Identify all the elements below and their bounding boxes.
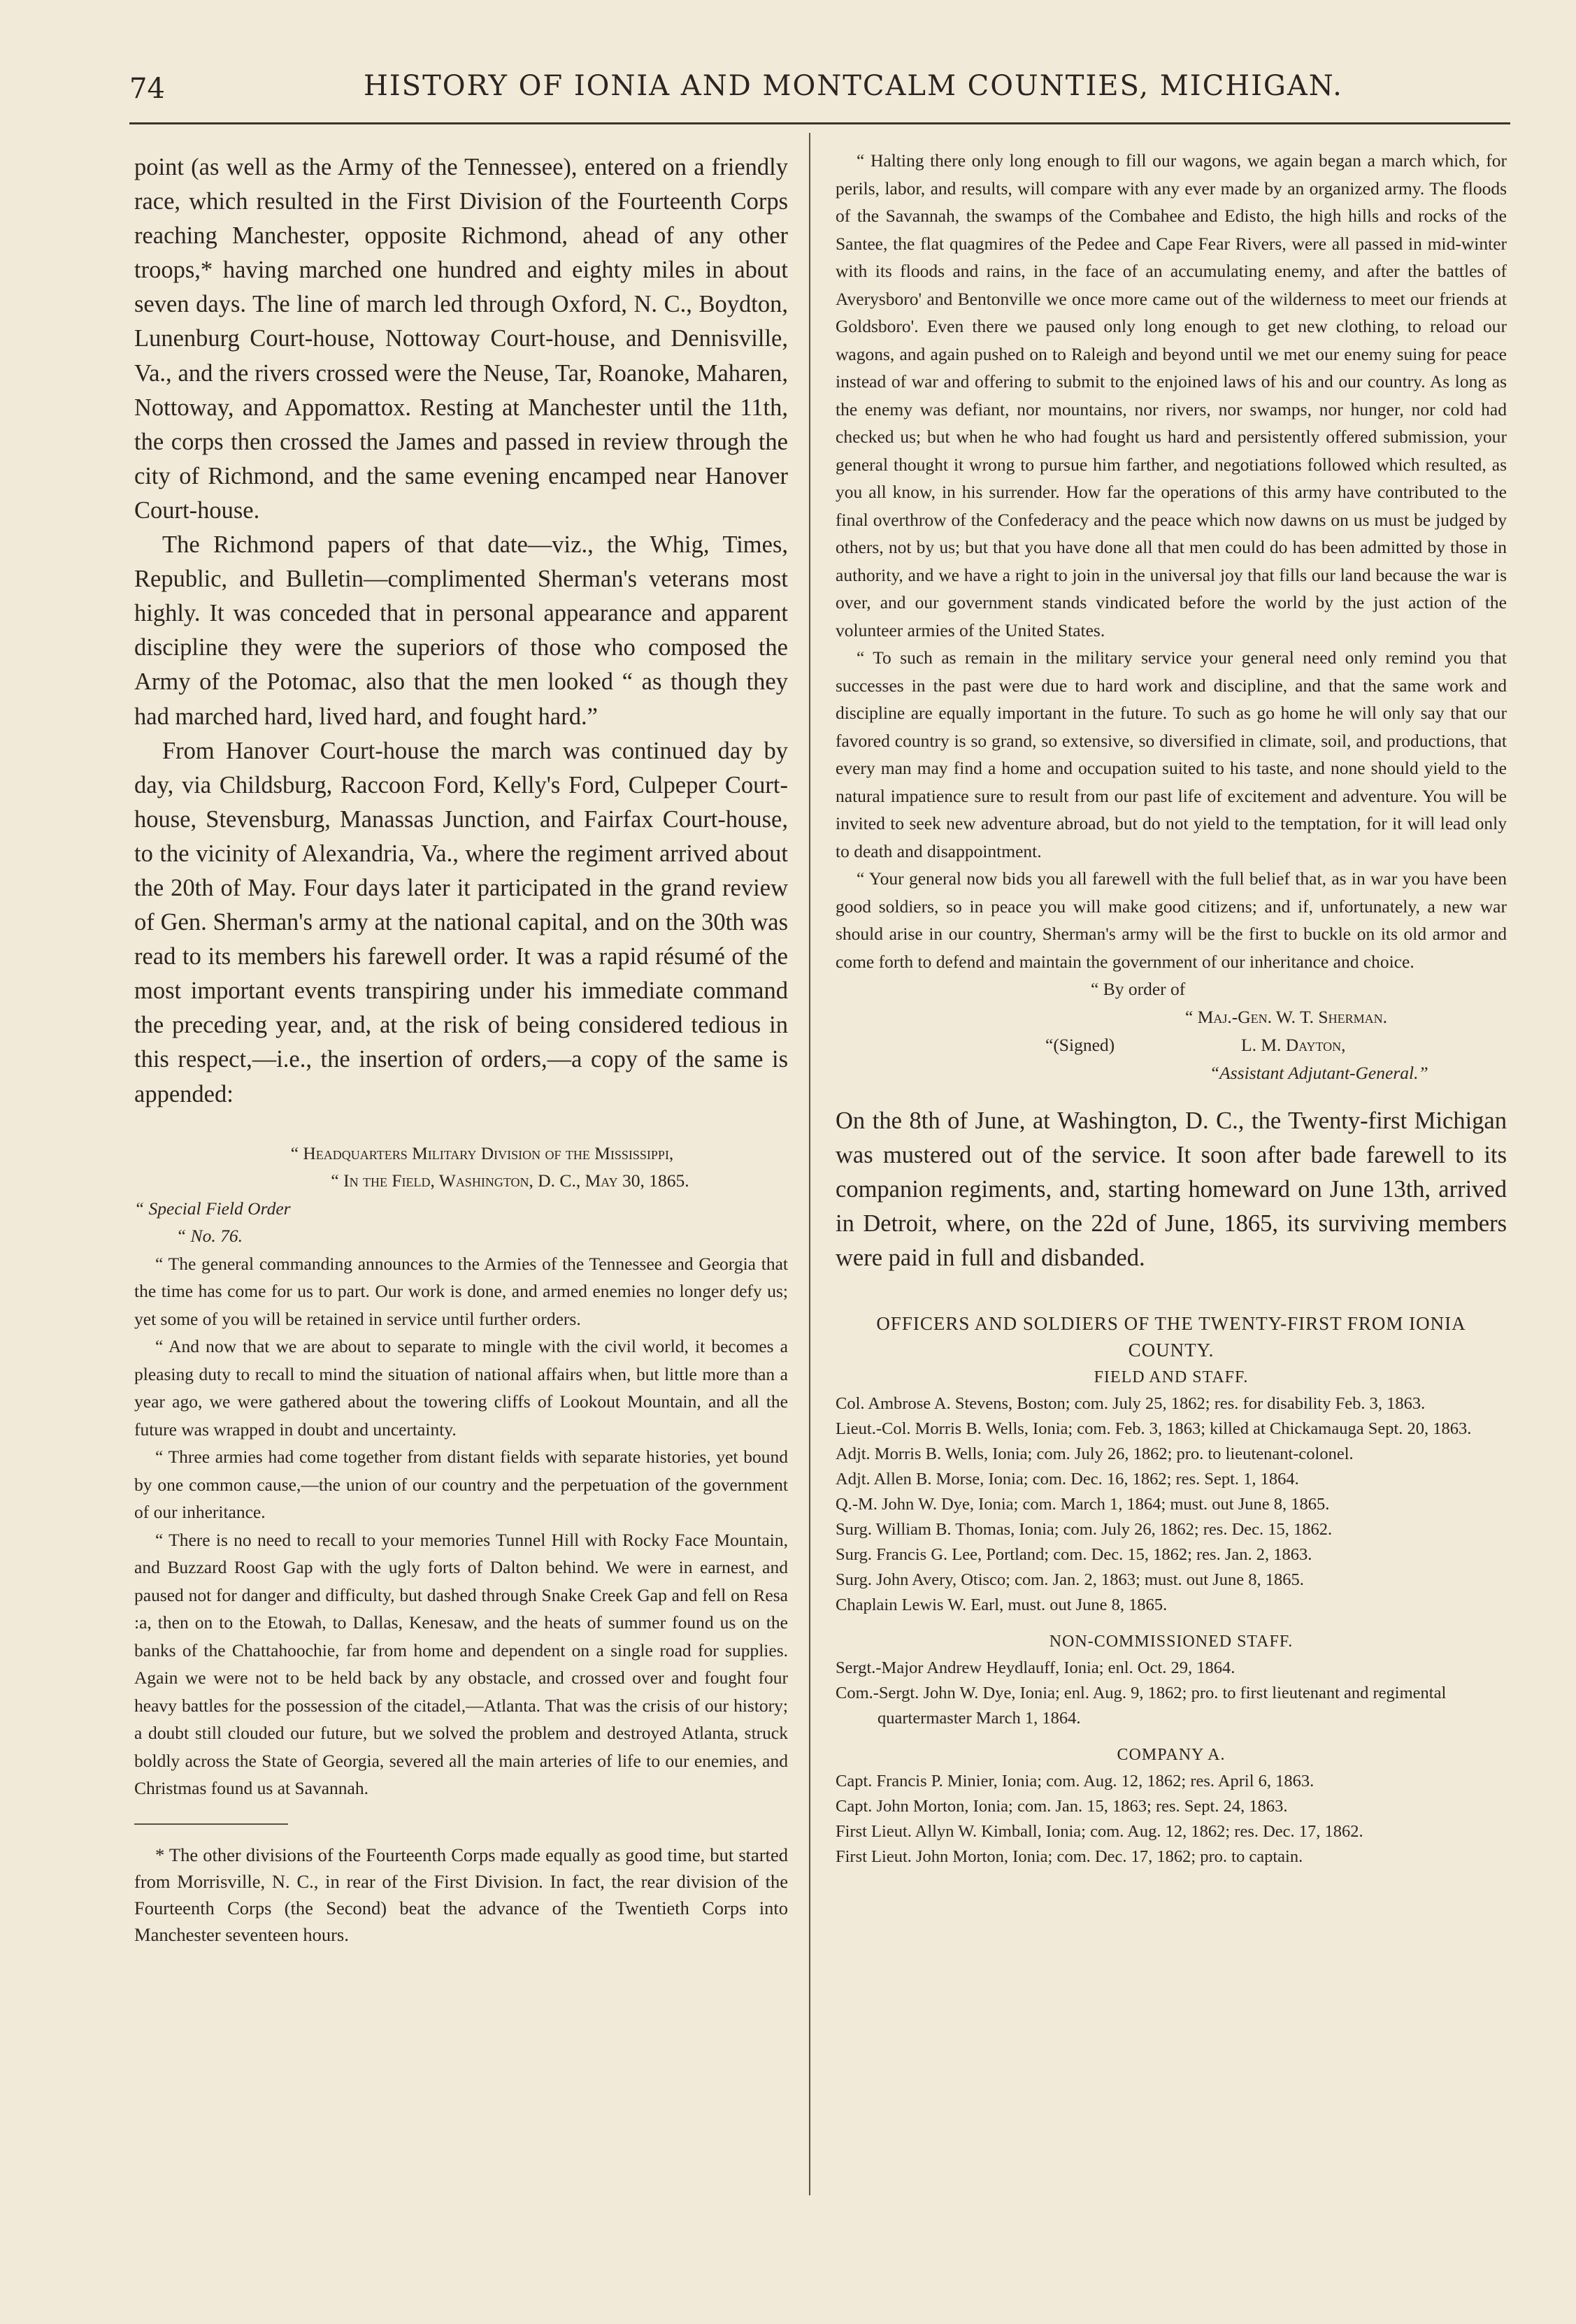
order-text-continued	[836, 147, 1507, 975]
footnote-rule	[134, 1823, 288, 1825]
footnote-text: * The other divisions of the Fourteenth Corps made equally as good time, but started from Morrisville, N. C., in rear of the First Division. In fact, the rear division of the Fourteenth Corps (the Second) beat the advance of the Twentieth Corps into Manchester seventeen hours.	[134, 1844, 788, 1945]
company-a-title: COMPANY A.	[1117, 1746, 1226, 1765]
roster-entry: First Lieut. Allyn W. Kimball, Ionia; com. Aug. 12, 1862; res. Dec. 17, 1862.	[836, 1822, 1363, 1842]
field-staff-list	[836, 1391, 1507, 1618]
left-column	[134, 150, 788, 1948]
signature-by-order: “ By order of	[1091, 979, 1186, 999]
paragraph: On the 8th of June, at Washington, D. C., the Twenty-first Michigan was mustered out of the service. It soon after bade farewell to its companion regiments, and, starting homeward on June 13th, arrived in Detroit, where, on the 22d of June, 1865, its surviving members were paid in full and disbanded.	[836, 1107, 1507, 1272]
roster-entry: First Lieut. John Morton, Ionia; com. Dec. 17, 1862; pro. to captain.	[836, 1847, 1303, 1867]
order-heading-line: “ No. 76.	[176, 1226, 243, 1247]
page-number: 74	[129, 73, 165, 105]
company-a-list	[836, 1769, 1507, 1870]
signature-title: “Assistant Adjutant-General.”	[1210, 1063, 1428, 1083]
signature-officer: L. M. Dayton,	[1241, 1035, 1346, 1055]
paragraph: The Richmond papers of that date—viz., the Whig, Times, Republic, and Bulletin—complimented Sherman's veterans most highly. It was conceded that in personal appearance and apparent discipline they were the superiors of those who composed the Army of the Potomac, also that the men looked “ as though they had marched hard, lived hard, and fought hard.”	[134, 531, 788, 730]
roster-entry: Surg. William B. Thomas, Ionia; com. July 26, 1862; res. Dec. 15, 1862.	[836, 1520, 1333, 1540]
order-paragraph: “ To such as remain in the military service your general need only remind you that successes in the past were due to hard work and discipline, and that the same work and discipline are equally important in the future. To such as go home he will only say that our favored country is so grand, so extensive, so diversified in climate, soil, and productions, that every man may find a home and occupation suited to his taste, and none should yield to the natural impatience sure to result from our past life of excitement and adventure. You will be invited to seek new adventure abroad, but do not yield to the temptation, for it will lead only to death and disappointment.	[836, 647, 1507, 861]
order-paragraph: “ And now that we are about to separate to mingle with the civil world, it becomes a pleasing duty to recall to mind the situation of national affairs when, but little more than a year ago, we were gathered about the towering cliffs of Lookout Mountain, and all the future was wrapped in doubt and uncertainty.	[134, 1336, 788, 1440]
signature-signed: “(Signed)	[1045, 1035, 1115, 1055]
order-heading-line: “ In the Field, Washington, D. C., May 30, 1865.	[331, 1170, 689, 1191]
order-heading	[134, 1140, 788, 1250]
muster-out-text	[836, 1104, 1507, 1275]
right-column	[836, 147, 1507, 1874]
roster-entry: Capt. Francis P. Minier, Ionia; com. Aug. 12, 1862; res. April 6, 1863.	[836, 1772, 1314, 1791]
order-paragraph: “ Three armies had come together from distant fields with separate histories, yet bound by one common cause,—the union of our country and the perpetuation of the government of our inheritance.	[134, 1447, 788, 1523]
paragraph: From Hanover Court-house the march was continued day by day, via Childsburg, Raccoon Ford, Kelly's Ford, Culpeper Court-house, Stevensburg, Manassas Junction, and Fairfax Court-house, to the vicinity of Alexandria, Va., where the regiment arrived about the 20th of May. Four days later it participated in the grand review of Gen. Sherman's army at the national capital, and on the 30th was read to its members his farewell order. It was a rapid résumé of the most important events transpiring under his immediate command the preceding year, and, at the risk of being considered tedious in this respect,—i.e., the insertion of orders,—a copy of the same is appended:	[134, 737, 788, 1107]
roster-entry: Col. Ambrose A. Stevens, Boston; com. July 25, 1862; res. for disability Feb. 3, 1863.	[836, 1394, 1426, 1414]
column-divider	[809, 133, 810, 2195]
roster-entry: Sergt.-Major Andrew Heydlauff, Ionia; enl. Oct. 29, 1864.	[836, 1658, 1235, 1678]
narrative-text	[134, 150, 788, 1112]
order-heading-line: “ Headquarters Military Division of the Mississippi,	[290, 1142, 674, 1163]
order-heading-line: “ Special Field Order	[134, 1198, 291, 1219]
footnote	[134, 1842, 788, 1948]
running-title: HISTORY OF IONIA AND MONTCALM COUNTIES, MICHIGAN.	[364, 70, 1343, 102]
roster-entry: Chaplain Lewis W. Earl, must. out June 8, 1865.	[836, 1595, 1168, 1615]
page-header	[129, 70, 1343, 112]
field-staff-title: FIELD AND STAFF.	[1094, 1368, 1249, 1387]
roster-entry: Lieut.-Col. Morris B. Wells, Ionia; com. Feb. 3, 1863; killed at Chickamauga Sept. 20, 1863.	[836, 1419, 1472, 1439]
roster-entry: Surg. Francis G. Lee, Portland; com. Dec. 15, 1862; res. Jan. 2, 1863.	[836, 1545, 1312, 1565]
order-paragraph: “ Halting there only long enough to fill our wagons, we again began a march which, for perils, labor, and results, will compare with any ever made by an organized army. The floods of the Savannah, the swamps of the Combahee and Edisto, the high hills and rocks of the Santee, the flat quagmires of the Pedee and Cape Fear Rivers, were all passed in mid-winter with its floods and rains, in the face of an accumulating enemy, and after the battles of Averysboro' and Bentonville we once more came out of the wilderness to meet our friends at Goldsboro'. Even there we paused only long enough to get new clothing, to reload our wagons, and again pushed on to Raleigh and beyond until we met our enemy suing for peace instead of war and offering to submit to the enjoined laws of his and our country. As long as the enemy was defiant, nor mountains, nor rivers, nor swamps, nor hunger, nor cold had checked us; but when he who had fought us hard and persistently offered submission, your general thought it wrong to pursue him farther, and negotiations followed which resulted, as you all know, in his surrender. How far the operations of this army have contributed to the final overthrow of the Confederacy and the peace which now dawns on us must be judged by others, not by us; but that you have done all that men could do has been admitted by those in authority, and we have a right to join in the universal joy that fills our land because the war is over, and our government stands vindicated before the world by the just action of the volunteer armies of the United States.	[836, 150, 1507, 640]
roster-title: OFFICERS AND SOLDIERS OF THE TWENTY-FIRST FROM IONIA COUNTY.	[876, 1313, 1466, 1361]
paragraph: point (as well as the Army of the Tennessee), entered on a friendly race, which resulted in the First Division of the Fourteenth Corps reaching Manchester, opposite Richmond, ahead of any other troops,* having marched one hundred and eighty miles in about seven days. The line of march led through Oxford, N. C., Boydton, Lunenburg Court-house, Nottoway Court-house, and Dennisville, Va., and the rivers crossed were the Neuse, Tar, Roanoke, Maharen, Nottoway, and Appomattox. Resting at Manchester until the 11th, the corps then crossed the James and passed in review through the city of Richmond, and the same evening encamped near Hanover Court-house.	[134, 154, 788, 524]
order-paragraph: “ There is no need to recall to your memories Tunnel Hill with Rocky Face Mountain, and Buzzard Roost Gap with the ugly forts of Dalton behind. We were in earnest, and paused not for danger and difficulty, but dashed through Snake Creek Gap and fell on Resa :a, then on to the Etowah, to Dallas, Kenesaw, and the heats of summer found us on the banks of the Chattahoochie, far from home and dependent on a single road for supplies. Again we were not to be held back by any obstacle, and crossed over and fought four heavy battles for the possession of the citadel,—Atlanta. That was the crisis of our history; a doubt still clouded our future, but we solved the problem and destroyed Atlanta, struck boldly across the State of Georgia, severed all the main arteries of life to our enemies, and Christmas found us at Savannah.	[134, 1529, 788, 1799]
roster-entry: Q.-M. John W. Dye, Ionia; com. March 1, 1864; must. out June 8, 1865.	[836, 1495, 1330, 1514]
roster-entry: Surg. John Avery, Otisco; com. Jan. 2, 1863; must. out June 8, 1865.	[836, 1570, 1304, 1590]
roster-entry: Com.-Sergt. John W. Dye, Ionia; enl. Aug. 9, 1862; pro. to first lieutenant and regimental quartermaster March 1, 1864.	[836, 1684, 1447, 1728]
signature-block	[836, 975, 1507, 1089]
roster-entry: Adjt. Morris B. Wells, Ionia; com. July 26, 1862; pro. to lieutenant-colonel.	[836, 1444, 1354, 1464]
header-rule	[129, 122, 1510, 124]
roster-entry: Adjt. Allen B. Morse, Ionia; com. Dec. 16, 1862; res. Sept. 1, 1864.	[836, 1470, 1299, 1489]
order-text	[134, 1250, 788, 1802]
order-paragraph: “ The general commanding announces to the Armies of the Tennessee and Georgia that the time has come for us to part. Our work is done, and armed enemies no longer defy us; yet some of you will be retained in service until further orders.	[134, 1253, 788, 1329]
order-paragraph: “ Your general now bids you all farewell with the full belief that, as in war you have been good soldiers, so in peace you will make good citizens; and if, unfortunately, a new war should arise in our country, Sherman's army will be the first to buckle on its old armor and come forth to defend and maintain the government of our inheritance and choice.	[836, 868, 1507, 972]
signature-general: “ Maj.-Gen. W. T. Sherman.	[1185, 1007, 1387, 1027]
roster-entry: Capt. John Morton, Ionia; com. Jan. 15, 1863; res. Sept. 24, 1863.	[836, 1797, 1288, 1816]
noncom-staff-list	[836, 1656, 1507, 1731]
noncom-staff-title: NON-COMMISSIONED STAFF.	[1049, 1633, 1294, 1651]
